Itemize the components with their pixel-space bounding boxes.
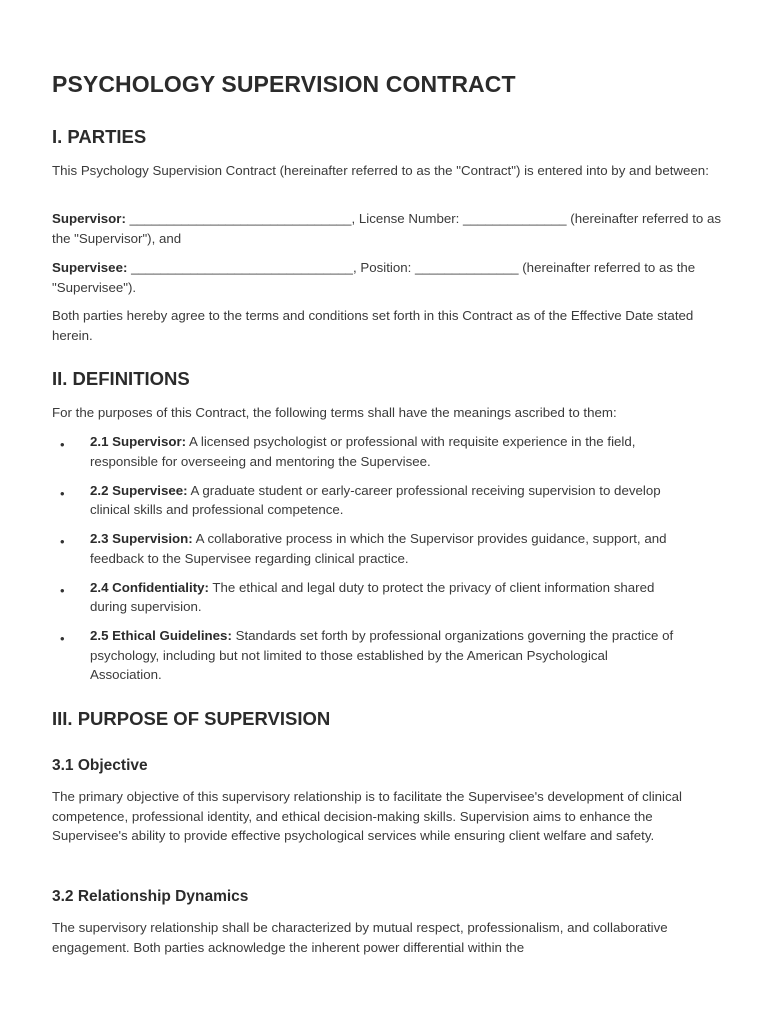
definition-text [90, 626, 722, 685]
supervisor-label: Supervisor: [52, 211, 126, 226]
definitions-list [52, 432, 722, 694]
definition-item [52, 432, 722, 471]
bullet-icon: • [60, 534, 65, 549]
supervisor-text: ______________________________, License Number: ______________ (hereinafter referred to as the "Supervisor"), and [52, 211, 722, 246]
definition-description: Standards set forth by professional organizations governing the practice of psychology, including but not limited to those established by the American Psychological Association. [90, 628, 674, 682]
section-heading-parties: I. PARTIES [52, 126, 147, 147]
definition-description: A collaborative process in which the Supervisor provides guidance, support, and feedback to the Supervisee regarding clinical practice. [90, 531, 667, 566]
subsection-heading-relationship: 3.2 Relationship Dynamics [52, 888, 249, 905]
supervisee-line [52, 258, 722, 297]
definition-description: A graduate student or early-career professional receiving supervision to develop clinical skills and professional competence. [90, 482, 661, 517]
definition-description: A licensed psychologist or professional with requisite experience in the field, responsible for overseeing and mentoring the Supervisee. [90, 434, 636, 469]
bullet-icon: • [60, 485, 65, 501]
definition-item [52, 578, 722, 617]
definition-term: 2.2 Supervisee: [90, 482, 188, 498]
supervisee-label: Supervisee: [52, 260, 128, 275]
definition-text [90, 578, 722, 617]
definition-item [52, 481, 722, 520]
bullet-icon: • [60, 582, 65, 598]
definition-term: 2.5 Ethical Guidelines: [90, 628, 232, 643]
definitions-intro: For the purposes of this Contract, the following terms shall have the meanings ascribed to them: [52, 405, 617, 420]
definition-term: 2.3 Supervision: [90, 531, 193, 546]
bullet-icon: • [60, 437, 65, 452]
definition-text [90, 529, 722, 568]
parties-agreement: Both parties hereby agree to the terms and conditions set forth in this Contract as of the Effective Date stated herein. [52, 308, 694, 343]
bullet-icon: • [60, 631, 65, 646]
subsection-heading-objective: 3.1 Objective [52, 757, 148, 774]
definition-item [52, 529, 722, 568]
supervisee-text: ______________________________, Position: ______________ (hereinafter referred to as the "Supervisee"). [52, 260, 696, 295]
definition-term: 2.4 Confidentiality: [90, 579, 209, 595]
objective-paragraph: The primary objective of this supervisory relationship is to facilitate the Supervisee's development of clinical competence, professional identity, and ethical decision-making skills. Supervision aims to enhance the Supervisee's ability to provide effective psychological services while ensuring client welfare and safety. [52, 789, 683, 843]
definition-text [90, 432, 722, 471]
relationship-paragraph: The supervisory relationship shall be characterized by mutual respect, professionalism, and collaborative engagement. Both parties acknowledge the inherent power differential within the [52, 920, 668, 955]
document-title: PSYCHOLOGY SUPERVISION CONTRACT [52, 71, 516, 97]
section-heading-purpose: III. PURPOSE OF SUPERVISION [52, 708, 331, 729]
definition-text [90, 481, 722, 520]
parties-intro: This Psychology Supervision Contract (hereinafter referred to as the "Contract") is entered into by and between: [52, 163, 709, 178]
definition-description: The ethical and legal duty to protect the privacy of client information shared during supervision. [90, 579, 655, 614]
supervisor-line [52, 209, 722, 248]
definition-term: 2.1 Supervisor: [90, 434, 187, 449]
section-heading-definitions: II. DEFINITIONS [52, 368, 190, 389]
definition-item [52, 626, 722, 685]
